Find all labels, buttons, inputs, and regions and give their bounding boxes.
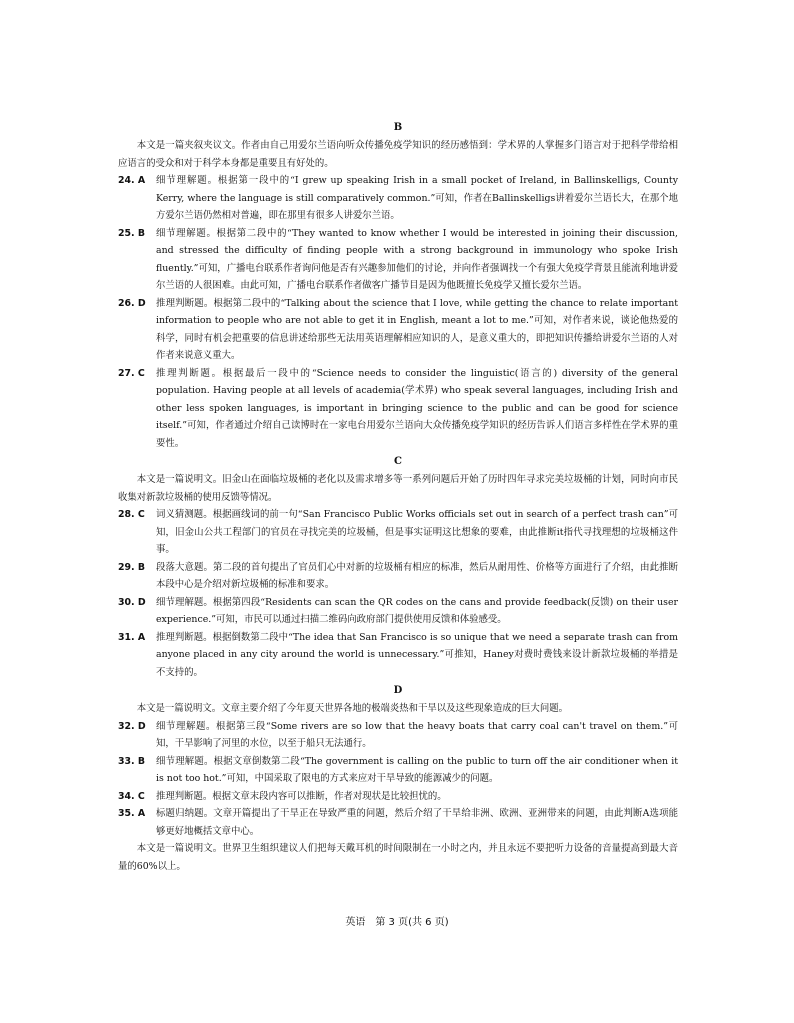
answer-item: [118, 805, 678, 840]
answer-item: [118, 629, 678, 682]
answer-explanation: 细节理解题。根据第三段“Some rivers are so low that the heavy boats that carry coal can't travel on them.”可知，干旱影响了河里的水位，以至于船只无法通行。: [156, 720, 678, 749]
answer-item: [118, 788, 678, 806]
answer-explanation: 推理判断题。根据第二段中的“Talking about the science that I love, while getting the chance to relate important information to people who are not able to get it in English, meant a lot to me.”可知，对作者来说，谈论他热爱的科学，同时有机会把重要的信息讲述给那些无法用英语理解相应知识的人，是意义重大的，即把知识传播给讲爱尔兰语的人对作者来说意义重大。: [156, 297, 678, 361]
answer-number: 32. D: [118, 720, 146, 732]
answer-explanation: 推理判断题。根据倒数第二段中“The idea that San Francisco is so unique that we need a separate trash can from anyone placed in any city around the world is unnecessary.”可推知，Haney对费时费钱来设计新款垃圾桶的举措是不支持的。: [156, 631, 678, 678]
answer-explanation: 推理判断题。根据文章末段内容可以推断，作者对现状是比较担忧的。: [156, 790, 447, 802]
section-c-summary: 本文是一篇说明文。旧金山在面临垃圾桶的老化以及需求增多等一系列问题后开始了历时四年寻求完美垃圾桶的计划，同时向市民收集对新款垃圾桶的使用反馈等情况。: [118, 474, 678, 503]
section-b-summary: 本文是一篇夹叙夹议文。作者由自己用爱尔兰语向听众传播免疫学知识的经历感悟到：学术界的人掌握多门语言对于把科学带给相应语言的受众和对于科学本身都是重要且有好处的。: [118, 140, 678, 169]
answer-number: 28. C: [118, 509, 145, 520]
answer-number: 30. D: [118, 596, 146, 608]
answer-explanation: 细节理解题。根据第二段中的“They wanted to know whether I would be interested in joining their discussion, and stressed the difficulty of finding people with a strong background in immunology who spoke Irish fluently.”可知，广播电台联系作者询问他是否有兴趣参加他们的讨论，并向作者强调找一个有强大免疫学背景且能流利地讲爱尔兰语的人很困难。由此可知，广播电台联系作者做客广播节目是因为他既擅长免疫学又擅长爱尔兰语。: [156, 227, 678, 291]
section-heading-d: D: [393, 685, 403, 696]
answer-number: 27. C: [118, 367, 145, 379]
answer-number: 31. A: [118, 631, 146, 643]
answer-number: 35. A: [118, 808, 146, 819]
answer-number: 26. D: [118, 297, 146, 309]
section-heading-c: C: [394, 456, 402, 467]
answer-item: [118, 559, 678, 594]
answer-item: [118, 225, 678, 295]
answer-explanation: 细节理解题。根据第一段中的“I grew up speaking Irish in a small pocket of Ireland, in Ballinskelligs, County Kerry, where the language is still comparatively common.”可知，作者在Ballinskelligs讲着爱尔兰语长大，在那个地方爱尔兰语仍然相对普遍，即在那里有很多人讲爱尔兰语。: [156, 175, 678, 221]
answer-number: 25. B: [118, 227, 146, 239]
section-d-summary: 本文是一篇说明文。文章主要介绍了今年夏天世界各地的极端炎热和干旱以及这些现象造成的巨大问题。: [136, 703, 569, 714]
answer-item: [118, 718, 678, 753]
answer-explanation: 细节理解题。根据文章倒数第二段“The government is calling on the public to turn off the air conditioner when it is not too hot.”可知，中国采取了限电的方式来应对干旱导致的能源减少的问题。: [156, 755, 678, 784]
answer-item: [118, 506, 678, 559]
answer-item: [118, 295, 678, 365]
answer-explanation: 词义猜测题。根据画线词的前一句“San Francisco Public Works officials set out in search of a perfect trash can”可知，旧金山公共工程部门的官员在寻找完美的垃圾桶，但是事实证明这比想象的要难，由此推断it指代寻找理想的垃圾桶这件事。: [156, 509, 678, 555]
answer-item: [118, 753, 678, 788]
next-passage-summary: 本文是一篇说明文。世界卫生组织建议人们把每天戴耳机的时间限制在一小时之内，并且永远不要把听力设备的音量提高到最大音量的60%以上。: [118, 843, 678, 872]
answer-item: [118, 365, 678, 453]
page-footer: 英语 第 3 页(共 6 页): [345, 917, 449, 928]
answer-item: [118, 172, 678, 225]
answer-explanation: 细节理解题。根据第四段“Residents can scan the QR codes on the cans and provide feedback(反馈) on their user experience.”可知，市民可以通过扫描二维码向政府部门提供使用反馈和体验感受。: [156, 596, 678, 625]
answer-explanation: 段落大意题。第二段的首句提出了官员们心中对新的垃圾桶有相应的标准，然后从耐用性、价格等方面进行了介绍，由此推断本段中心是介绍对新垃圾桶的标准和要求。: [156, 561, 678, 590]
answer-number: 33. B: [118, 755, 146, 767]
answer-explanation: 标题归纳题。文章开篇提出了干旱正在导致严重的问题，然后介绍了干旱给非洲、欧洲、亚洲带来的问题，由此判断A选项能够更好地概括文章中心。: [156, 808, 678, 837]
answer-number: 29. B: [118, 561, 146, 573]
section-heading-b: B: [393, 122, 403, 133]
answer-number: 34. C: [118, 790, 145, 802]
answer-explanation: 推理判断题。根据最后一段中的“Science needs to consider the linguistic(语言的) diversity of the general population. Having people at all levels of academia(学术界) who speak several languages, including Irish and other less spoken languages, is important in bringing science to the public and can be good for science itself.”可知，作者通过介绍自己读博时在一家电台用爱尔兰语向大众传播免疫学知识的经历告诉人们语言多样性在学术界的重要性。: [156, 367, 678, 449]
answer-item: [118, 594, 678, 629]
answer-number: 24. A: [118, 175, 146, 186]
answer-key-page: [118, 118, 678, 875]
